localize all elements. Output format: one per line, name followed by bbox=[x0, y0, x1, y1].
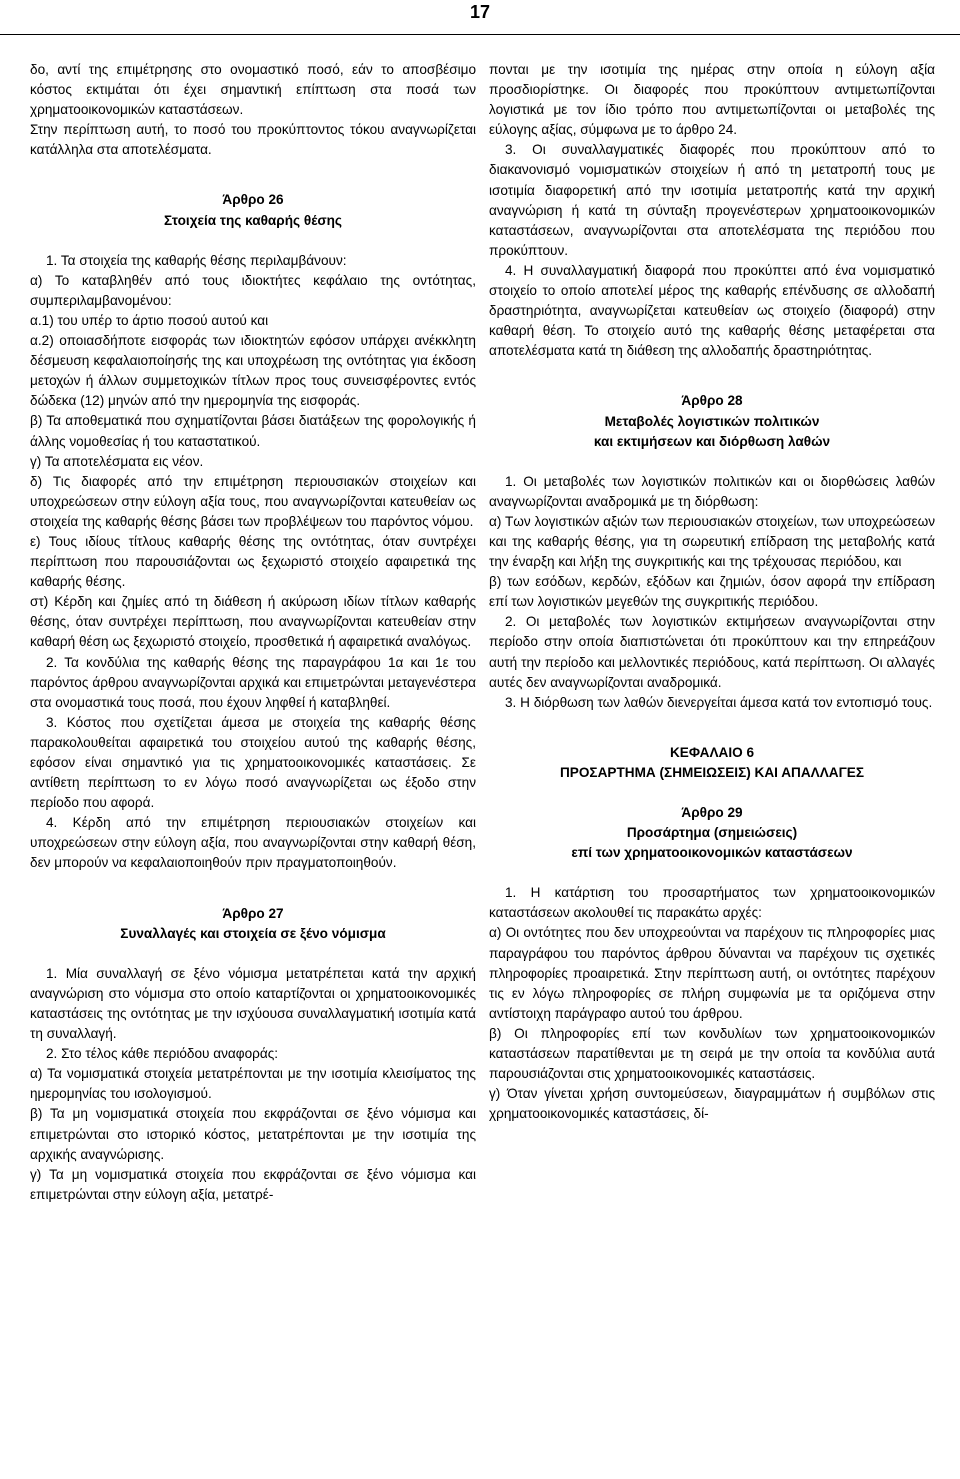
paragraph: δ) Τις διαφορές από την επιμέτρηση περιουσιακών στοιχείων και υποχρεώσεων στην εύλογη αξία τους, που αναγνωρίζονται κατευθείαν ως στοιχεία της καθαρής θέσης βάσει των προβλέψεων του παρόντος νόμου. bbox=[30, 473, 476, 529]
paragraph: 3. Οι συναλλαγματικές διαφορές που προκύπτουν από το διακανονισμό νομισματικών στοιχείων ή από τη μετατροπή τους με ισοτιμία διαφορετική από την ισοτιμία μετατροπής κατά την αρχική αναγνώριση ή κατά τη σύνταξη προγενέστερων χρηματοοικονομικών καταστάσεων, αναγνωρίζονται στα αποτελέσματα της περιόδου που προκύπτουν. bbox=[489, 142, 935, 258]
paragraph: α.2) οποιασδήποτε εισφοράς των ιδιοκτητών εφόσον υπάρχει ανέκκλητη δέσμευση κεφαλαιοποίησής της και υποχρέωση της οντότητας για έκδοση μετοχών ή άλλων συμμετοχικών τίτλων προς τους συνεισφέροντες εντός δώδεκα (12) μηνών από την ημερομηνία της εισφοράς. bbox=[30, 333, 476, 409]
paragraph: α) Τα νομισματικά στοιχεία μετατρέπονται με την ισοτιμία κλεισίματος της ημερομηνίας του ισολογισμού. bbox=[30, 1066, 476, 1102]
section-heading: Άρθρο 29 bbox=[681, 805, 743, 820]
paragraph: γ) Όταν γίνεται χρήση συντομεύσεων, διαγραμμάτων ή συμβόλων στις χρηματοοικονομικές καταστάσεις, δί- bbox=[489, 1086, 935, 1122]
spacer bbox=[30, 944, 476, 964]
paragraph: β) Τα αποθεματικά που σχηματίζονται βάσει διατάξεων της φορολογικής ή άλλης νομοθεσίας ή του καταστατικού. bbox=[30, 413, 476, 449]
paragraph: 1. Μία συναλλαγή σε ξένο νόμισμα μετατρέπεται κατά την αρχική αναγνώριση στο νόμισμα στο οποίο καταρτίζονται οι χρηματοοικονομικές καταστάσεις της οντότητας με την ισχύουσα συναλλαγματική ισοτιμία κατά τη συναλλαγή. bbox=[30, 965, 476, 1042]
paragraph: α) Οι οντότητες που δεν υποχρεούνται να παρέχουν τις πληροφορίες μιας παραγράφου του παρόντος άρθρου δύνανται να παρέχουν τις σχετικές πληροφορίες προαιρετικά. Στην περίπτωση αυτή, οι οντότητες παρέχουν τις εν λόγω πληροφορίες σε πλήρη συμφωνία με τα οριζόμενα στην αντίστοιχη παράγραφο αυτού του άρθρου. bbox=[489, 925, 935, 1021]
section-heading: Προσάρτημα (σημειώσεις) bbox=[626, 825, 798, 841]
section-heading: επί των χρηματοοικονομικών καταστάσεων bbox=[571, 845, 853, 861]
page-number: 17 bbox=[469, 2, 491, 22]
section-heading: ΚΕΦΑΛΑΙΟ 6 bbox=[669, 744, 755, 760]
section-heading: και εκτιμήσεων και διόρθωση λαθών bbox=[593, 433, 831, 449]
paragraph: 3. Η διόρθωση των λαθών διενεργείται άμεσα κατά τον εντοπισμό τους. bbox=[505, 694, 933, 710]
spacer bbox=[30, 231, 476, 251]
paragraph: 4. Κέρδη από την επιμέτρηση περιουσιακών στοιχείων και υποχρεώσεων στην εύλογη αξία, που αναγνωρίζονται στην καθαρή θέση, δεν μπορούν να κεφαλαιοποιηθούν πριν πραγματοποιηθούν. bbox=[30, 815, 476, 871]
section-heading: Άρθρο 27 bbox=[222, 905, 284, 921]
paragraph: β) Τα μη νομισματικά στοιχεία που εκφράζονται σε ξένο νόμισμα και επιμετρώνται στο ιστορικό κόστος, μετατρέπονται με την ισοτιμία της αρχικής αναγνώρισης. bbox=[30, 1106, 476, 1162]
paragraph: α.1) του υπέρ το άρτιο ποσού αυτού και bbox=[30, 312, 269, 328]
paragraph: β) Οι πληροφορίες επί των κονδυλίων των χρηματοοικονομικών καταστάσεων παρατίθενται με τη σειρά με την οποία τα κονδύλια αυτά παρουσιάζονται στις χρηματοοικονομικές καταστάσεις. bbox=[489, 1025, 935, 1082]
paragraph: 1. Τα στοιχεία της καθαρής θέσης περιλαμβάνουν: bbox=[46, 252, 347, 268]
paragraph: α) Των λογιστικών αξιών των περιουσιακών στοιχείων, των υποχρεώσεων και της καθαρής θέσης, για τη σωρευτική επίδραση της μεταβολής κατά την έναρξη και λήξη της συγκριτικής και της τρέχουσας περιόδου, και bbox=[489, 513, 935, 570]
paragraph: β) των εσόδων, κερδών, εξόδων και ζημιών, όσον αφορά την επίδραση επί των λογιστικών μεγεθών της συγκριτικής περιόδου. bbox=[489, 574, 935, 610]
paragraph: 4. Η συναλλαγματική διαφορά που προκύπτει από ένα νομισματικό στοιχείο το οποίο αποτελεί μέρος της καθαρής επένδυσης σε αλλοδαπή δραστηριότητα, αναγνωρίζεται κατευθείαν ως στοιχείο (διαφορά) στην καθαρή θέση. Το στοιχείο αυτό της καθαρής θέσης μεταφέρεται στα αποτελέσματα κατά τη διάθεση της αλλοδαπής δραστηριότητας. bbox=[489, 262, 935, 359]
spacer bbox=[489, 452, 935, 472]
spacer bbox=[489, 863, 935, 883]
paragraph: ε) Τους ιδίους τίτλους καθαρής θέσης της οντότητας, όταν συντρέχει περίπτωση που παρουσιάζονται ως ξεχωριστό στοιχείο αφαιρετικά της καθαρής θέσης. bbox=[30, 533, 476, 590]
section-heading: Στοιχεία της καθαρής θέσης bbox=[164, 212, 342, 228]
paragraph: 3. Κόστος που σχετίζεται άμεσα με στοιχεία της καθαρής θέσης παρακολουθείται αφαιρετικά του στοιχείου αυτού της καθαρής θέσης, εφόσον είναι σημαντικό για τις χρηματοοικονομικές καταστάσεις. Σε αντίθετη περίπτωση το εν λόγω ποσό αναγνωρίζεται ως έξοδο στην περίοδο που αφορά. bbox=[30, 714, 476, 811]
left-column bbox=[30, 60, 476, 1205]
section-heading: Άρθρο 28 bbox=[681, 393, 743, 409]
paragraph: 2. Οι μεταβολές των λογιστικών εκτιμήσεων αναγνωρίζονται στην περίοδο στην οποία διαπιστώνεται ότι προκύπτουν και την επηρεάζουν αυτή την περίοδο και μελλοντικές περιόδους, κατά περίπτωση. Οι αλλαγές αυτές δεν αναγνωρίζονται αναδρομικά. bbox=[489, 614, 935, 690]
paragraph: Στην περίπτωση αυτή, το ποσό του προκύπτοντος τόκου αναγνωρίζεται κατάλληλα στα αποτελέσματα. bbox=[30, 122, 476, 158]
paragraph: δο, αντί της επιμέτρησης στο ονομαστικό ποσό, εάν το αποσβέσιμο κόστος εκτιμάται ότι έχει σημαντική επίπτωση στα ποσά των χρηματοοικονομικών καταστάσεων. bbox=[30, 62, 476, 118]
paragraph: 1. Οι μεταβολές των λογιστικών πολιτικών και οι διορθώσεις λαθών αναγνωρίζονται αναδρομικά με τη διόρθωση: bbox=[489, 473, 935, 509]
paragraph: 2. Στο τέλος κάθε περιόδου αναφοράς: bbox=[46, 1046, 279, 1062]
spacer bbox=[489, 783, 935, 803]
section-heading: Μεταβολές λογιστικών πολιτικών bbox=[604, 413, 820, 429]
section-heading: Άρθρο 26 bbox=[222, 192, 284, 208]
paragraph: στ) Κέρδη και ζημίες από τη διάθεση ή ακύρωση ιδίων τίτλων καθαρής θέσης, όταν συντρέχει περίπτωση, που αναγνωρίζονται κατευθείαν στην καθαρή θέση ως ξεχωριστό στοιχείο, προσθετικά ή αφαιρετικά αναλόγως. bbox=[30, 594, 476, 650]
spacer bbox=[30, 874, 476, 904]
section-heading: ΠΡΟΣΑΡΤΗΜΑ (ΣΗΜΕΙΩΣΕΙΣ) ΚΑΙ ΑΠΑΛΛΑΓΕΣ bbox=[559, 764, 865, 780]
right-column bbox=[489, 60, 935, 1124]
paragraph: 2. Τα κονδύλια της καθαρής θέσης της παραγράφου 1α και 1ε του παρόντος άρθρου αναγνωρίζονται αρχικά και επιμετρώνται μεταγενέστερα στα ονομαστικά τους ποσά, που έχουν ληφθεί ή καταβληθεί. bbox=[30, 654, 476, 710]
paragraph: α) Το καταβληθέν από τους ιδιοκτήτες κεφάλαιο της οντότητας, συμπεριλαμβανομένου: bbox=[30, 272, 476, 308]
paragraph: γ) Τα μη νομισματικά στοιχεία που εκφράζονται σε ξένο νόμισμα και επιμετρώνται στην εύλογη αξία, μετατρέ- bbox=[30, 1166, 476, 1202]
spacer bbox=[489, 713, 935, 743]
spacer bbox=[489, 361, 935, 391]
section-heading: Συναλλαγές και στοιχεία σε ξένο νόμισμα bbox=[120, 925, 386, 941]
paragraph: πονται με την ισοτιμία της ημέρας στην οποία η εύλογη αξία προσδιορίστηκε. Οι διαφορές που προκύπτουν αντιμετωπίζονται λογιστικά με τον ίδιο τρόπο που αντιμετωπίζονται οι μεταβολές της εύλογης αξίας, σύμφωνα με το άρθρο 24. bbox=[489, 62, 935, 138]
paragraph: 1. Η κατάρτιση του προσαρτήματος των χρηματοοικονομικών καταστάσεων ακολουθεί τις παρακάτω αρχές: bbox=[489, 885, 935, 921]
header-rule bbox=[0, 34, 960, 35]
paragraph: γ) Τα αποτελέσματα εις νέον. bbox=[30, 453, 204, 469]
spacer bbox=[30, 160, 476, 190]
